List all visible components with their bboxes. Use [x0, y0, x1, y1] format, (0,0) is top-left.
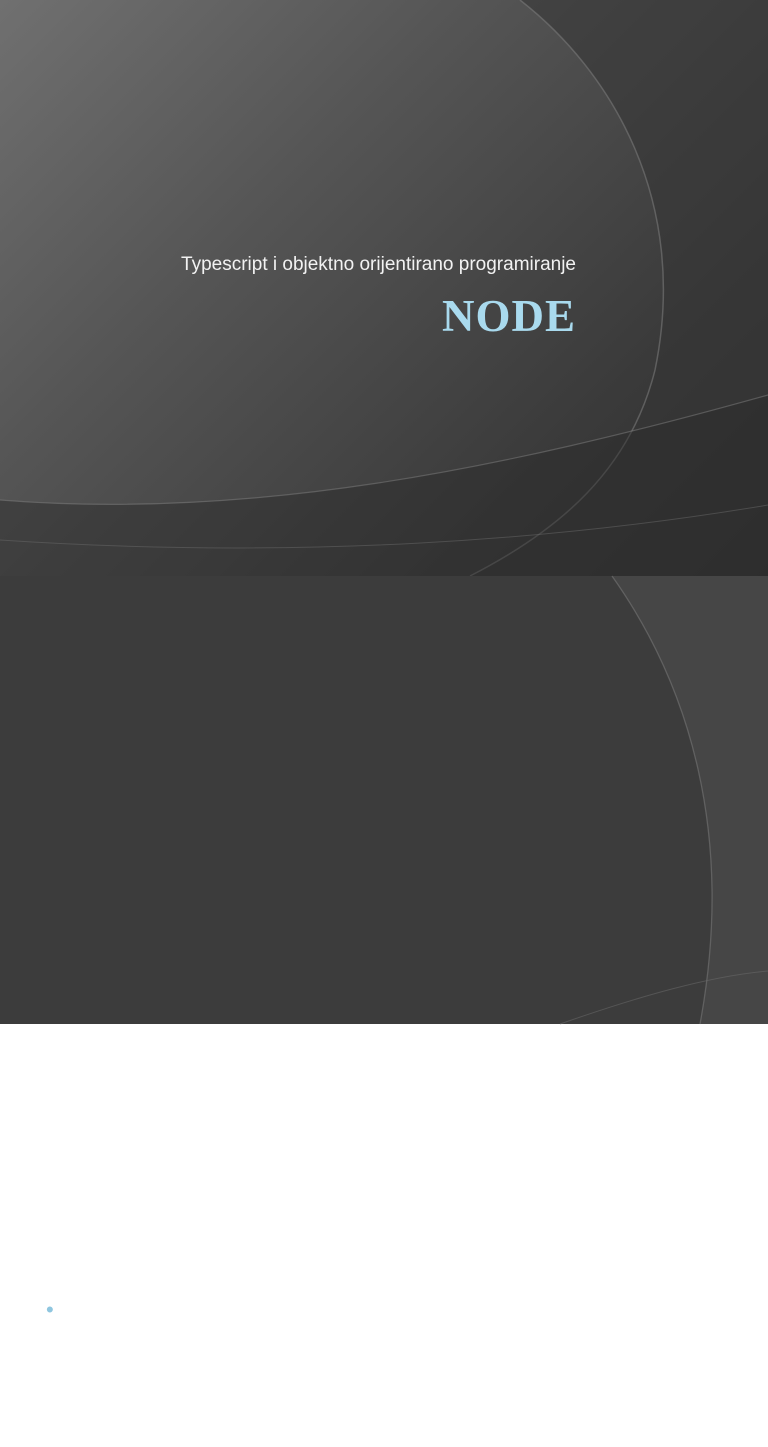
title-slide — [0, 0, 768, 576]
title-slide-background-arcs — [0, 0, 768, 576]
bullet-list — [46, 1293, 636, 1447]
slide-title: NODE — [441, 291, 576, 341]
bullet-text: U TypeScript-u, objekti se koriste za modeliranje stvarnog svijeta. Objekti sadrže svojstva (atribute) i metode (funkcije) koje mogu manipulirati tim svojstvima. — [82, 1297, 605, 1443]
bullet-item — [46, 1293, 636, 1447]
bullet-dot-icon: • — [46, 1297, 54, 1322]
content-slide-background-arcs — [0, 576, 768, 1024]
slide-subtitle: Typescript i objektno orijentirano programiranje — [181, 254, 576, 275]
content-slide — [0, 576, 768, 1443]
slide-heading: 1. Objekti — [45, 1200, 225, 1250]
